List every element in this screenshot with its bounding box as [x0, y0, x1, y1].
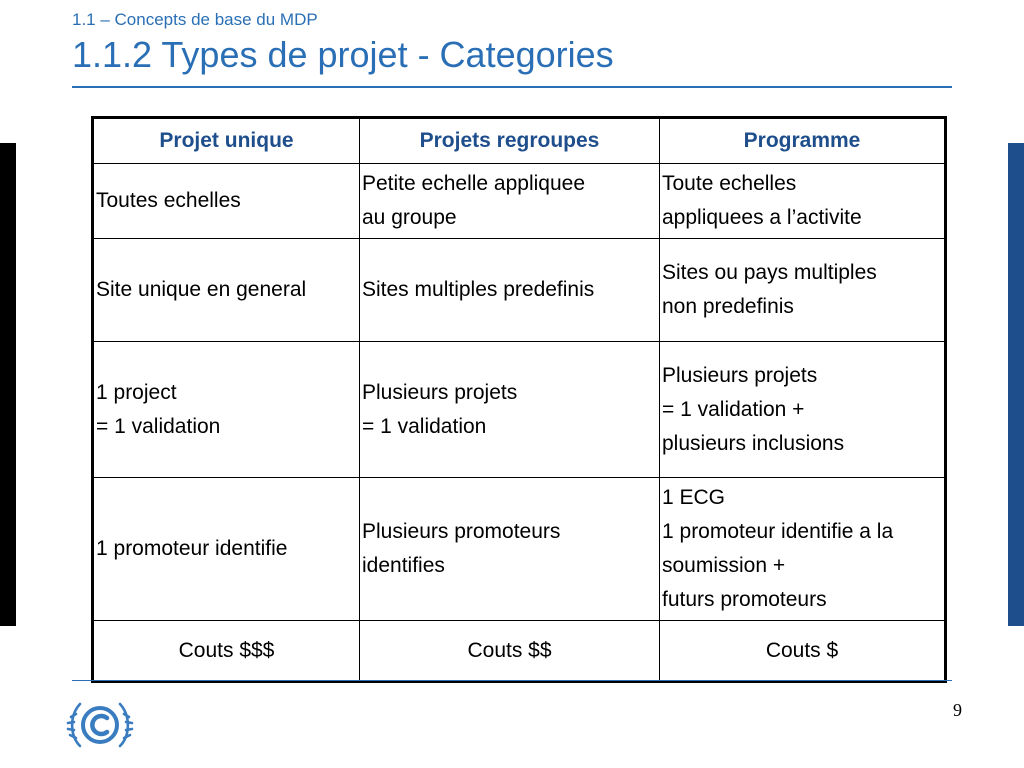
table-cell: Plusieurs projets = 1 validation + plusieurs inclusions — [660, 342, 946, 478]
table-cell: Sites ou pays multiples non predefinis — [660, 239, 946, 342]
table-cell: Couts $ — [660, 621, 946, 682]
left-edge-bar — [0, 143, 16, 626]
table-cell: Plusieurs projets = 1 validation — [360, 342, 660, 478]
column-header-projets-regroupes: Projets regroupes — [360, 118, 660, 164]
table-cell: Site unique en general — [93, 239, 360, 342]
table-cell: 1 promoteur identifie — [93, 478, 360, 621]
table-cell: Toutes echelles — [93, 164, 360, 239]
right-edge-bar — [1008, 143, 1024, 626]
column-header-programme: Programme — [660, 118, 946, 164]
table-row-validation — [93, 342, 946, 478]
column-header-projet-unique: Projet unique — [93, 118, 360, 164]
section-subtitle: 1.1 – Concepts de base du MDP — [72, 10, 318, 29]
title-divider — [72, 86, 952, 88]
table-cell: Petite echelle appliquee au groupe — [360, 164, 660, 239]
table-cell: Plusieurs promoteurs identifies — [360, 478, 660, 621]
table-cell: Toute echelles appliquees a l’activite — [660, 164, 946, 239]
page-number: 9 — [953, 700, 962, 720]
footer-divider — [72, 680, 952, 681]
unfccc-emblem-icon — [66, 696, 134, 754]
table-cell: Couts $$$ — [93, 621, 360, 682]
table-cell: 1 project = 1 validation — [93, 342, 360, 478]
table-row-sites — [93, 239, 946, 342]
table-row-promoteurs — [93, 478, 946, 621]
table-row-couts — [93, 621, 946, 682]
table-cell: Sites multiples predefinis — [360, 239, 660, 342]
table-row-echelle — [93, 164, 946, 239]
table-header-row — [93, 118, 946, 164]
project-types-table — [91, 116, 947, 683]
table-cell: Couts $$ — [360, 621, 660, 682]
page-title: 1.1.2 Types de projet - Categories — [72, 34, 614, 75]
table-cell: 1 ECG 1 promoteur identifie a la soumission + futurs promoteurs — [660, 478, 946, 621]
